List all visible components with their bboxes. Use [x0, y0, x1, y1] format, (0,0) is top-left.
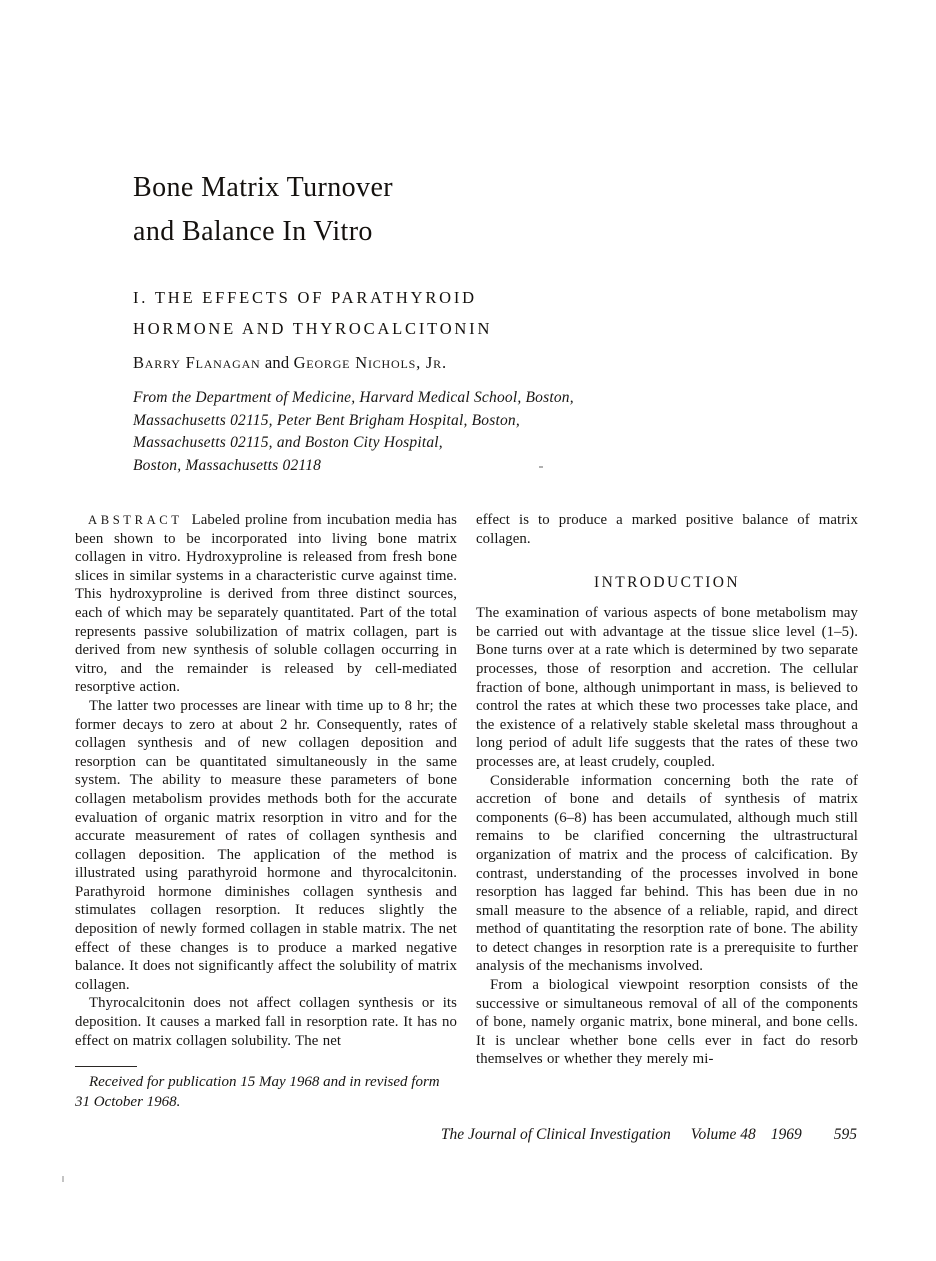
article-title-line-1: Bone Matrix Turnover: [133, 172, 393, 203]
journal-name: The Journal of Clinical Investigation: [440, 1126, 671, 1143]
scan-artifact: [539, 466, 543, 468]
left-column: [75, 511, 457, 1069]
introduction-paragraph-2: Considerable information concerning both the rate of accretion of bone and details of synthesis of matrix components (6–8) has been accumulated, although much still remains to be clarified concerning the ultrastructural organization of matrix and the process of calcification. By contrast, understanding of the processes involved in bone resorption has lagged far behind. This has been due in no small measure to the absence of a reliable, rapid, and direct method of quantitating the resorption rate of bone. The ability to detect changes in resorption rate is a prerequisite to further analysis of the mechanisms involved.: [476, 772, 858, 975]
article-subtitle-line-1: I. THE EFFECTS OF PARATHYROID: [133, 288, 477, 307]
abstract-paragraph-3: Thyrocalcitonin does not affect collagen synthesis or its deposition. It causes a marked fall in resorption rate. It has no effect on matrix collagen solubility. The net: [75, 995, 457, 1049]
abstract-paragraph-1-text: Labeled proline from incubation media has been shown to be incorporated into living bone matrix collagen in vitro. Hydroxyproline is released from fresh bone slices in similar systems in a characteristic curve against time. This hydroxyproline is derived from three distinct sources, each of which may be separately quantitated. Part of the total represents passive solubilization of matrix collagen, part is derived from new synthesis of soluble collagen occurring in vitro, and the remainder is released by cell-mediated resorptive action.: [75, 512, 457, 696]
introduction-heading: INTRODUCTION: [594, 574, 740, 592]
article-title-line-2: and Balance In Vitro: [133, 216, 373, 247]
journal-volume: Volume 48: [690, 1126, 756, 1143]
affiliation-line: Boston, Massachusetts 02118: [133, 456, 322, 474]
right-column: [476, 511, 858, 1069]
article-subtitle: [133, 282, 492, 344]
article-title: [133, 166, 492, 254]
author-name-2: George Nichols, Jr.: [293, 353, 447, 372]
affiliation-line: From the Department of Medicine, Harvard Medical School, Boston,: [133, 389, 574, 406]
abstract-paragraph-2: The latter two processes are linear with time up to 8 hr; the former decays to zero at about 2 hr. Consequently, rates of collagen synthesis and of new collagen deposition and resorption can be quantitated simultaneously in the same system. The ability to measure these parameters of bone collagen metabolism provides methods both for the accurate evaluation of organic matrix resorption in vitro and for the accurate measurement of rates of collagen synthesis and collagen deposition. The application of the method is illustrated using parathyroid hormone and thyrocalcitonin. Parathyroid hormone diminishes collagen synthesis and stimulates collagen resorption. It reduces slightly the deposition of newly formed collagen in stable matrix. The net effect of these changes is to produce a marked negative balance. It does not significantly affect the solubility of matrix collagen.: [75, 697, 457, 993]
abstract-paragraph-3-continuation: effect is to produce a marked positive balance of matrix collagen.: [476, 512, 858, 547]
article-subtitle-line-2: HORMONE AND THYROCALCITONIN: [133, 319, 493, 338]
affiliation-line: Massachusetts 02115, and Boston City Hospital,: [133, 434, 443, 452]
author-connector: and: [260, 353, 294, 372]
introduction-paragraph-3: From a biological viewpoint resorption consists of the successive or simultaneous removal of all of the components of bone, namely organic matrix, bone mineral, and bone cells. It is unclear whether bone cells ever in fact do resorb themselves or whether they merely mi-: [476, 977, 858, 1068]
article-title-block: [133, 166, 492, 344]
two-column-body: [75, 511, 858, 1069]
author-name-1: Barry Flanagan: [133, 353, 261, 372]
journal-year: 1969: [770, 1126, 802, 1143]
affiliation-block: [133, 387, 574, 477]
author-byline: [133, 353, 447, 373]
introduction-paragraph-1: The examination of various aspects of bone metabolism may be carried out with advantage at the tissue slice level (1–5). Bone turns over at a rate which is determined by two separate processes, those of resorption and accretion. The cellular fraction of bone, although unimportant in mass, is believed to control the rates at which these two processes take place, and the existence of a relatively stable skeletal mass throughout a long period of adult life suggests that the rates of these two processes are, at least crudely, coupled.: [476, 605, 858, 770]
received-footnote-text: Received for publication 15 May 1968 and in revised form 31 October 1968.: [75, 1074, 440, 1110]
abstract-label: ABSTRACT: [88, 513, 183, 527]
abstract-paragraph-1: [75, 511, 457, 697]
footnote-separator-rule: [75, 1066, 137, 1067]
page-number: 595: [833, 1126, 857, 1143]
affiliation-line: Massachusetts 02115, Peter Bent Brigham Hospital, Boston,: [133, 411, 520, 429]
scan-artifact: [62, 1176, 64, 1182]
received-footnote: [75, 1066, 458, 1112]
journal-footer: [75, 1126, 857, 1144]
